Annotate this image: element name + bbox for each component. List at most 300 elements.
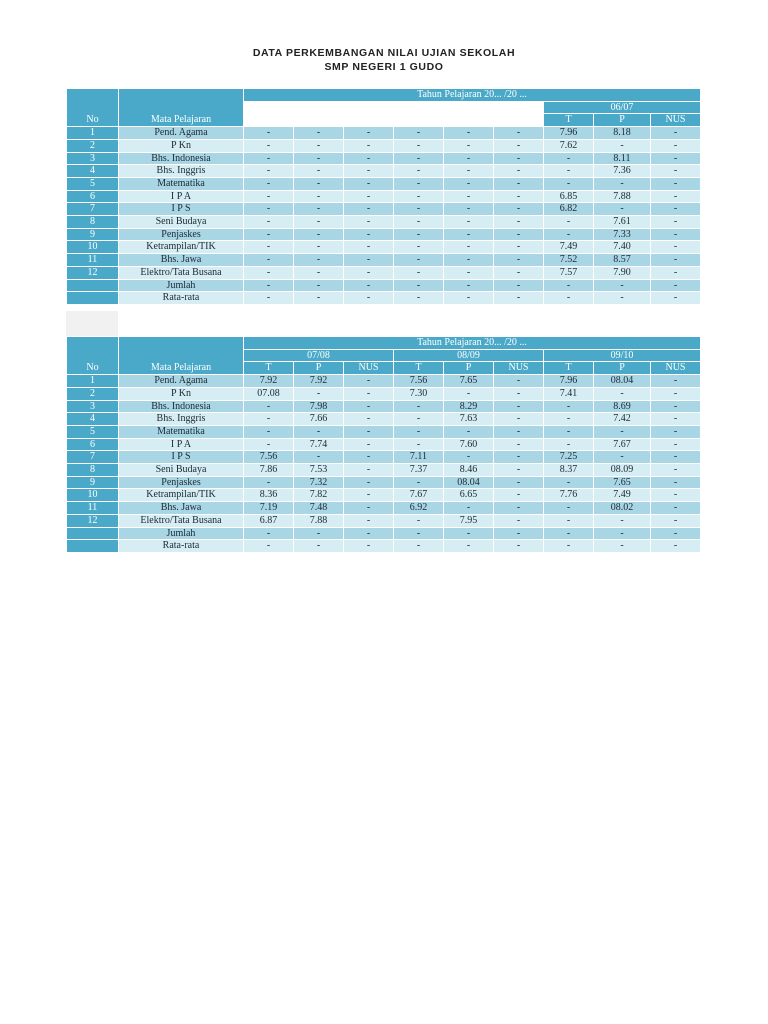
score-cell: 08.04: [444, 476, 494, 489]
sub-header-t: T: [244, 362, 294, 375]
score-cell: -: [494, 502, 544, 515]
tahun-header: Tahun Pelajaran 20... /20 ...: [244, 337, 701, 350]
score-cell: 7.42: [594, 413, 651, 426]
subject-cell: Seni Budaya: [119, 216, 244, 229]
score-cell: -: [444, 266, 494, 279]
score-table-1: [66, 88, 701, 305]
score-cell: -: [244, 165, 294, 178]
score-cell: -: [651, 127, 701, 140]
score-cell: -: [494, 375, 544, 388]
score-cell: 08.02: [594, 502, 651, 515]
score-cell: -: [394, 279, 444, 292]
table-row: [67, 425, 701, 438]
subject-cell: Seni Budaya: [119, 464, 244, 477]
score-cell: -: [294, 228, 344, 241]
score-cell: -: [244, 203, 294, 216]
subject-cell: Rata-rata: [119, 292, 244, 305]
score-cell: 8.57: [594, 254, 651, 267]
sub-header-nus: NUS: [651, 114, 701, 127]
score-cell: 7.57: [544, 266, 594, 279]
score-cell: -: [651, 451, 701, 464]
year-label: 07/08: [244, 349, 394, 362]
score-cell: 7.40: [594, 241, 651, 254]
score-cell: 6.82: [544, 203, 594, 216]
score-cell: -: [544, 413, 594, 426]
score-cell: -: [344, 451, 394, 464]
score-cell: -: [594, 527, 651, 540]
row-number: 8: [67, 216, 119, 229]
score-cell: -: [651, 489, 701, 502]
score-cell: -: [394, 400, 444, 413]
score-cell: -: [494, 489, 544, 502]
score-cell: -: [344, 400, 394, 413]
table-row: [67, 152, 701, 165]
subject-cell: P Kn: [119, 139, 244, 152]
table-row: [67, 216, 701, 229]
score-cell: -: [444, 241, 494, 254]
score-cell: -: [294, 190, 344, 203]
sub-header-t: T: [544, 362, 594, 375]
score-cell: -: [294, 203, 344, 216]
score-cell: -: [394, 203, 444, 216]
score-cell: -: [244, 190, 294, 203]
score-cell: -: [394, 514, 444, 527]
score-cell: -: [294, 165, 344, 178]
score-cell: -: [494, 266, 544, 279]
score-cell: -: [594, 279, 651, 292]
score-cell: -: [394, 476, 444, 489]
score-cell: -: [394, 228, 444, 241]
year-label: 09/10: [544, 349, 701, 362]
score-cell: -: [244, 292, 294, 305]
row-number: 7: [67, 451, 119, 464]
subject-cell: Bhs. Jawa: [119, 254, 244, 267]
score-cell: 8.37: [544, 464, 594, 477]
score-cell: 7.56: [244, 451, 294, 464]
score-cell: -: [594, 139, 651, 152]
score-cell: -: [244, 139, 294, 152]
row-number: 6: [67, 438, 119, 451]
score-cell: 7.63: [444, 413, 494, 426]
subject-cell: Elektro/Tata Busana: [119, 266, 244, 279]
score-cell: -: [651, 514, 701, 527]
score-cell: 7.56: [394, 375, 444, 388]
score-cell: 7.65: [444, 375, 494, 388]
score-cell: -: [294, 279, 344, 292]
score-cell: -: [651, 387, 701, 400]
sub-header-blank: [494, 114, 544, 127]
score-cell: -: [494, 425, 544, 438]
score-cell: -: [444, 502, 494, 515]
sub-header-blank: [394, 114, 444, 127]
subject-cell: I P A: [119, 190, 244, 203]
score-cell: -: [544, 527, 594, 540]
score-cell: 7.88: [294, 514, 344, 527]
row-number: [67, 540, 119, 553]
year-label: 06/07: [544, 101, 701, 114]
score-cell: -: [494, 139, 544, 152]
table-row: [67, 228, 701, 241]
row-number: 9: [67, 476, 119, 489]
score-cell: 7.36: [594, 165, 651, 178]
score-cell: -: [651, 464, 701, 477]
score-cell: -: [294, 177, 344, 190]
score-cell: -: [544, 152, 594, 165]
score-cell: -: [244, 127, 294, 140]
row-number: 2: [67, 139, 119, 152]
score-cell: -: [344, 438, 394, 451]
score-cell: 7.95: [444, 514, 494, 527]
sub-header-nus: NUS: [344, 362, 394, 375]
score-cell: -: [394, 413, 444, 426]
table-row: [67, 451, 701, 464]
score-cell: -: [651, 279, 701, 292]
score-cell: -: [394, 425, 444, 438]
score-cell: 7.25: [544, 451, 594, 464]
row-number: 3: [67, 152, 119, 165]
score-cell: 6.65: [444, 489, 494, 502]
score-cell: -: [494, 292, 544, 305]
score-cell: -: [294, 527, 344, 540]
score-cell: -: [544, 216, 594, 229]
score-cell: -: [494, 476, 544, 489]
score-cell: -: [651, 152, 701, 165]
score-cell: -: [294, 540, 344, 553]
score-cell: -: [294, 241, 344, 254]
score-cell: -: [344, 527, 394, 540]
score-cell: -: [444, 177, 494, 190]
score-cell: 7.92: [244, 375, 294, 388]
score-cell: 8.18: [594, 127, 651, 140]
row-number: 11: [67, 502, 119, 515]
score-cell: -: [394, 241, 444, 254]
row-number: 7: [67, 203, 119, 216]
score-cell: -: [651, 400, 701, 413]
score-cell: -: [594, 177, 651, 190]
score-cell: -: [344, 177, 394, 190]
score-cell: -: [651, 228, 701, 241]
subject-cell: Jumlah: [119, 527, 244, 540]
score-cell: -: [394, 152, 444, 165]
row-number: [67, 292, 119, 305]
subject-cell: Ketrampilan/TIK: [119, 489, 244, 502]
score-cell: 7.98: [294, 400, 344, 413]
score-cell: -: [594, 387, 651, 400]
table-row: [67, 292, 701, 305]
score-cell: -: [444, 203, 494, 216]
score-cell: 7.48: [294, 502, 344, 515]
score-cell: -: [344, 292, 394, 305]
tahun-header: Tahun Pelajaran 20... /20 ...: [244, 89, 701, 102]
score-cell: -: [344, 476, 394, 489]
score-cell: 7.32: [294, 476, 344, 489]
score-cell: -: [344, 425, 394, 438]
score-cell: -: [294, 266, 344, 279]
score-cell: -: [394, 527, 444, 540]
score-cell: -: [444, 425, 494, 438]
score-cell: -: [444, 387, 494, 400]
score-cell: -: [544, 165, 594, 178]
score-cell: -: [494, 190, 544, 203]
score-cell: -: [244, 228, 294, 241]
score-cell: -: [294, 216, 344, 229]
score-cell: -: [444, 165, 494, 178]
score-cell: -: [344, 203, 394, 216]
score-cell: -: [494, 387, 544, 400]
score-cell: -: [444, 152, 494, 165]
score-cell: -: [594, 540, 651, 553]
sub-header-nus: NUS: [651, 362, 701, 375]
score-cell: 7.74: [294, 438, 344, 451]
score-cell: -: [494, 514, 544, 527]
subject-cell: Elektro/Tata Busana: [119, 514, 244, 527]
score-cell: -: [394, 190, 444, 203]
score-cell: -: [544, 514, 594, 527]
score-cell: 7.49: [594, 489, 651, 502]
score-cell: -: [494, 203, 544, 216]
score-cell: -: [544, 502, 594, 515]
no-header-label: No: [86, 362, 99, 374]
score-cell: -: [594, 292, 651, 305]
score-cell: -: [294, 127, 344, 140]
subject-header-label: Mata Pelajaran: [150, 362, 212, 374]
score-cell: -: [494, 165, 544, 178]
row-number: 10: [67, 489, 119, 502]
score-cell: -: [651, 216, 701, 229]
row-number: 3: [67, 400, 119, 413]
score-cell: -: [594, 514, 651, 527]
subject-cell: Matematika: [119, 425, 244, 438]
row-number: 2: [67, 387, 119, 400]
score-cell: -: [444, 127, 494, 140]
score-cell: -: [344, 502, 394, 515]
subject-cell: Penjaskes: [119, 476, 244, 489]
score-cell: -: [494, 127, 544, 140]
score-cell: -: [244, 266, 294, 279]
table-row: [67, 438, 701, 451]
score-cell: -: [394, 540, 444, 553]
score-cell: -: [651, 540, 701, 553]
table-row: [67, 254, 701, 267]
row-number: [67, 527, 119, 540]
score-cell: 7.53: [294, 464, 344, 477]
score-cell: -: [294, 451, 344, 464]
year-label: 08/09: [394, 349, 544, 362]
score-cell: -: [651, 165, 701, 178]
table-row: [67, 375, 701, 388]
score-cell: -: [444, 527, 494, 540]
score-cell: -: [544, 292, 594, 305]
score-table-2: [66, 336, 701, 553]
sub-header-p: P: [294, 362, 344, 375]
sub-header-blank: [244, 114, 294, 127]
score-cell: 7.37: [394, 464, 444, 477]
score-cell: -: [244, 279, 294, 292]
score-cell: -: [394, 165, 444, 178]
score-cell: 7.67: [394, 489, 444, 502]
subject-cell: Penjaskes: [119, 228, 244, 241]
score-cell: -: [344, 228, 394, 241]
subject-cell: Bhs. Indonesia: [119, 400, 244, 413]
score-cell: -: [244, 527, 294, 540]
score-cell: -: [651, 139, 701, 152]
score-cell: -: [344, 413, 394, 426]
row-number: [67, 279, 119, 292]
score-cell: -: [651, 413, 701, 426]
score-cell: 7.33: [594, 228, 651, 241]
table-row: [67, 177, 701, 190]
row-number: 1: [67, 127, 119, 140]
score-cell: 8.11: [594, 152, 651, 165]
score-cell: 7.52: [544, 254, 594, 267]
score-cell: -: [344, 139, 394, 152]
sub-header-t: T: [394, 362, 444, 375]
table-row: [67, 489, 701, 502]
score-cell: -: [494, 228, 544, 241]
score-cell: -: [394, 139, 444, 152]
sub-header-blank: [344, 114, 394, 127]
subject-header: [119, 89, 244, 127]
score-cell: -: [494, 400, 544, 413]
score-cell: 6.92: [394, 502, 444, 515]
score-cell: -: [344, 254, 394, 267]
table-row: [67, 527, 701, 540]
score-cell: 7.61: [594, 216, 651, 229]
score-cell: -: [294, 292, 344, 305]
subject-header-label: Mata Pelajaran: [150, 114, 212, 126]
score-cell: -: [494, 451, 544, 464]
score-cell: -: [294, 152, 344, 165]
spacer-block: [66, 311, 118, 336]
score-cell: -: [494, 177, 544, 190]
score-cell: 7.30: [394, 387, 444, 400]
score-cell: -: [244, 216, 294, 229]
score-cell: -: [544, 476, 594, 489]
score-cell: -: [494, 527, 544, 540]
year-label: [394, 101, 544, 114]
score-cell: 7.62: [544, 139, 594, 152]
score-cell: -: [394, 254, 444, 267]
subject-cell: Bhs. Inggris: [119, 413, 244, 426]
score-cell: -: [494, 279, 544, 292]
score-cell: -: [294, 425, 344, 438]
score-cell: -: [344, 387, 394, 400]
table-row: [67, 540, 701, 553]
school-name: SMP NEGERI 1 GUDO: [324, 61, 444, 73]
score-cell: -: [444, 216, 494, 229]
score-cell: -: [244, 540, 294, 553]
score-cell: -: [394, 216, 444, 229]
score-cell: -: [651, 254, 701, 267]
score-cell: -: [244, 425, 294, 438]
score-cell: -: [544, 425, 594, 438]
no-header-label: No: [86, 114, 99, 126]
score-cell: -: [494, 241, 544, 254]
table-row: [67, 502, 701, 515]
row-number: 10: [67, 241, 119, 254]
score-cell: -: [394, 438, 444, 451]
table-row: [67, 190, 701, 203]
score-cell: 6.87: [244, 514, 294, 527]
score-cell: -: [244, 254, 294, 267]
document-title: DATA PERKEMBANGAN NILAI UJIAN SEKOLAH: [252, 47, 516, 59]
score-cell: 8.69: [594, 400, 651, 413]
row-number: 9: [67, 228, 119, 241]
score-cell: -: [344, 266, 394, 279]
score-cell: 7.88: [594, 190, 651, 203]
table-row: [67, 203, 701, 216]
subject-cell: P Kn: [119, 387, 244, 400]
score-cell: -: [344, 540, 394, 553]
score-cell: -: [244, 400, 294, 413]
score-cell: -: [294, 387, 344, 400]
score-cell: -: [344, 216, 394, 229]
score-cell: 7.41: [544, 387, 594, 400]
table-row: [67, 241, 701, 254]
score-cell: -: [494, 540, 544, 553]
score-cell: -: [651, 502, 701, 515]
score-cell: -: [544, 228, 594, 241]
score-cell: -: [494, 464, 544, 477]
score-cell: 7.92: [294, 375, 344, 388]
score-cell: -: [394, 266, 444, 279]
row-number: 5: [67, 425, 119, 438]
score-cell: 7.60: [444, 438, 494, 451]
score-cell: -: [544, 279, 594, 292]
subject-cell: Bhs. Indonesia: [119, 152, 244, 165]
score-cell: -: [651, 266, 701, 279]
row-number: 5: [67, 177, 119, 190]
score-cell: 6.85: [544, 190, 594, 203]
score-cell: -: [651, 425, 701, 438]
score-cell: -: [651, 292, 701, 305]
table-row: [67, 139, 701, 152]
score-cell: -: [344, 489, 394, 502]
score-cell: -: [294, 254, 344, 267]
score-cell: -: [444, 279, 494, 292]
score-cell: -: [594, 203, 651, 216]
score-cell: -: [651, 190, 701, 203]
no-header: [67, 337, 119, 375]
sub-header-blank: [444, 114, 494, 127]
table-row: [67, 413, 701, 426]
score-cell: -: [494, 216, 544, 229]
subject-cell: I P S: [119, 203, 244, 216]
score-cell: 7.66: [294, 413, 344, 426]
score-cell: -: [394, 292, 444, 305]
table-row: [67, 279, 701, 292]
score-cell: 7.96: [544, 375, 594, 388]
score-cell: -: [494, 438, 544, 451]
table-row: [67, 266, 701, 279]
score-cell: -: [444, 190, 494, 203]
score-cell: -: [344, 279, 394, 292]
score-cell: -: [544, 540, 594, 553]
score-cell: -: [344, 152, 394, 165]
score-cell: -: [244, 152, 294, 165]
score-cell: -: [444, 451, 494, 464]
score-cell: 7.76: [544, 489, 594, 502]
table-1-body: [67, 89, 701, 305]
score-cell: 08.04: [594, 375, 651, 388]
subject-cell: Pend. Agama: [119, 127, 244, 140]
subject-cell: Bhs. Inggris: [119, 165, 244, 178]
table-2-header-row: [67, 337, 701, 350]
row-number: 12: [67, 514, 119, 527]
sub-header-t: T: [544, 114, 594, 127]
row-number: 6: [67, 190, 119, 203]
table-row: [67, 464, 701, 477]
